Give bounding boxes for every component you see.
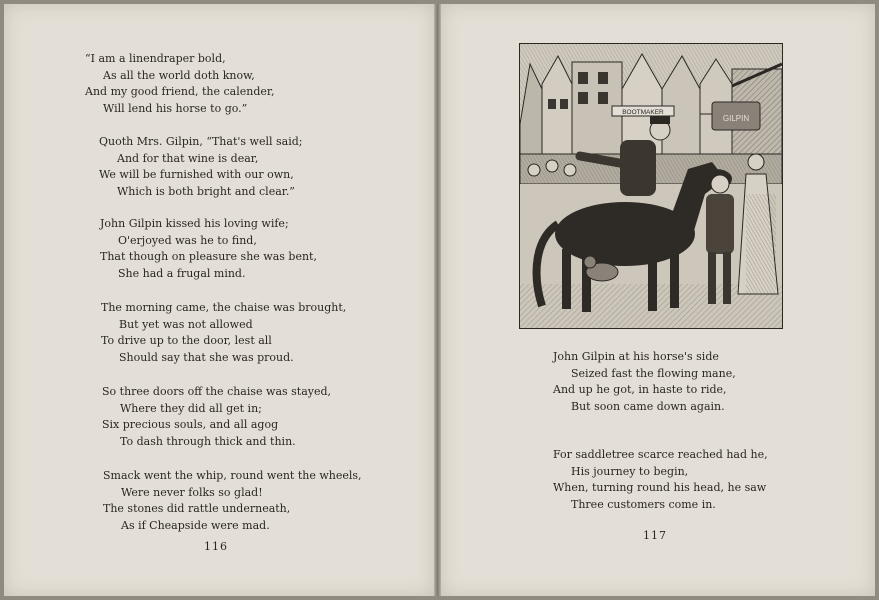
verse-line: We will be furnished with our own, — [99, 168, 294, 181]
house-window — [598, 72, 608, 84]
verse-line: Quoth Mrs. Gilpin, “That's well said; — [99, 135, 303, 148]
verse-line: Smack went the whip, round went the wheels, — [103, 469, 362, 482]
stanza — [102, 384, 331, 450]
verse-line: John Gilpin kissed his loving wife; — [100, 217, 289, 230]
verse-line: Three customers come in. — [571, 497, 716, 511]
house-window — [560, 99, 568, 109]
verse-line: She had a frugal mind. — [118, 266, 246, 280]
horse-leg — [648, 249, 657, 311]
house-window — [578, 92, 588, 104]
stanza — [99, 134, 302, 200]
horse-leg — [562, 249, 571, 309]
page-number: 117 — [643, 529, 667, 542]
verse-line: Seized fast the flowing mane, — [571, 366, 736, 380]
stanza — [101, 300, 346, 366]
verse-line: His journey to begin, — [571, 464, 689, 478]
ostler-leg — [708, 252, 716, 304]
verse-line: Should say that she was proud. — [119, 350, 294, 364]
verse-line: “I am a linendraper bold, — [85, 52, 226, 65]
right-page — [441, 4, 875, 596]
verse-line: So three doors off the chaise was stayed, — [102, 385, 332, 398]
ostler-body — [706, 194, 734, 254]
verse-line: Six precious souls, and all agog — [102, 418, 279, 431]
verse-line: To dash through thick and thin. — [120, 434, 296, 448]
stanza — [553, 349, 736, 415]
book-gutter — [434, 4, 441, 596]
stanza — [553, 447, 768, 513]
left-page — [4, 4, 434, 596]
rider-hat — [650, 116, 670, 124]
house-window — [598, 92, 608, 104]
verse-line: That though on pleasure she was bent, — [100, 250, 317, 263]
verse-line: The morning came, the chaise was brought, — [101, 301, 347, 314]
spectator-head — [564, 164, 576, 176]
verse-line: As if Cheapside were mad. — [121, 518, 270, 532]
engraving-illustration — [519, 43, 783, 329]
verse-line: Which is both bright and clear.” — [117, 184, 295, 198]
verse-line: When, turning round his head, he saw — [553, 481, 767, 494]
shop-sign-text: BOOTMAKER — [622, 109, 664, 116]
hanging-sign-text: GILPIN — [722, 114, 750, 123]
horse-leg — [670, 244, 679, 308]
verse-line: The stones did rattle underneath, — [103, 502, 291, 515]
ostler-head — [711, 175, 729, 193]
verse-line: Will lend his horse to go.” — [103, 101, 248, 115]
dog-head — [584, 256, 596, 268]
ostler-leg — [723, 252, 731, 304]
woman-dress-hatching — [746, 194, 776, 294]
stanza — [85, 51, 274, 117]
verse-line: And for that wine is dear, — [117, 151, 259, 165]
stanza — [100, 216, 317, 282]
page-number: 116 — [204, 540, 228, 553]
verse-line: But soon came down again. — [571, 399, 725, 413]
verse-line: For saddletree scarce reached had he, — [553, 448, 768, 461]
verse-line: O'erjoyed was he to find, — [118, 233, 257, 247]
spectator-head — [546, 160, 558, 172]
verse-line: But yet was not allowed — [119, 317, 253, 331]
stanza — [103, 468, 362, 534]
house-window — [578, 72, 588, 84]
verse-line: Where they did all get in; — [120, 401, 262, 415]
verse-line: To drive up to the door, lest all — [101, 334, 272, 347]
verse-line: And my good friend, the calender, — [85, 85, 275, 98]
verse-line: Were never folks so glad! — [121, 485, 263, 499]
spectator-head — [528, 164, 540, 176]
house-window — [548, 99, 556, 109]
woman-head — [748, 154, 764, 170]
verse-line: As all the world doth know, — [103, 68, 255, 82]
verse-line: John Gilpin at his horse's side — [553, 350, 719, 363]
verse-line: And up he got, in haste to ride, — [553, 383, 727, 396]
